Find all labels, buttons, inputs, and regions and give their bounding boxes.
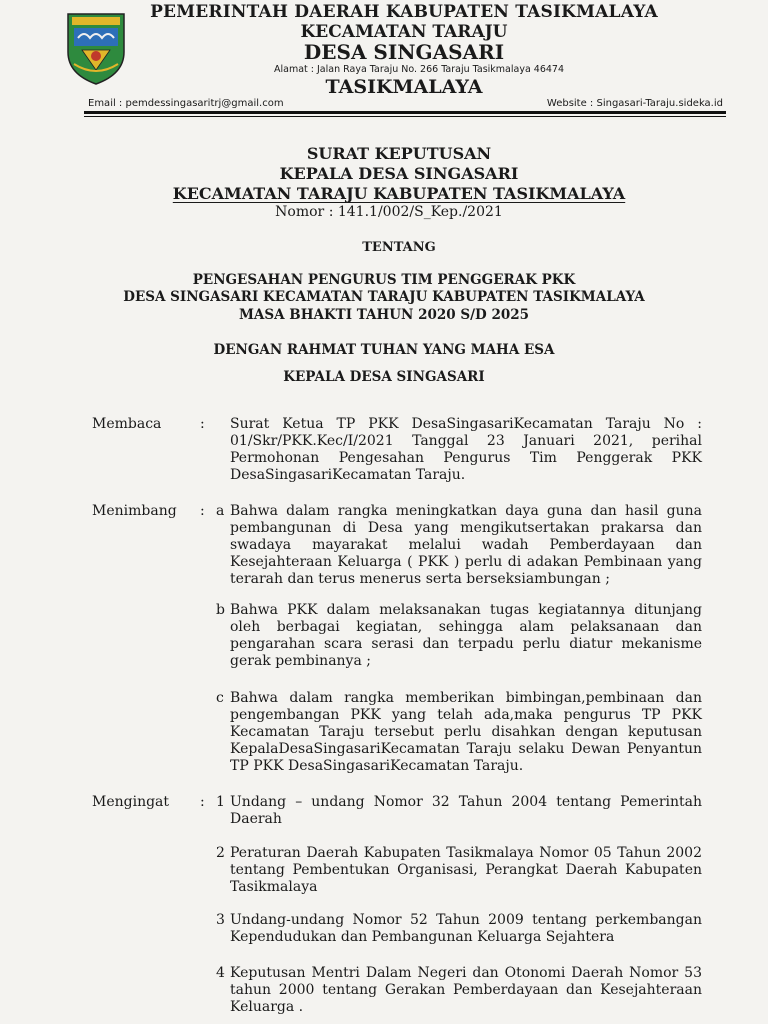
menimbang-item-b: Bahwa PKK dalam melaksanakan tugas kegiatannya ditunjang oleh berbagai kegiatan, sehingga alam pelaksanaan dan pengarahan scara serasi dan terpadu perlu diatur mekanisme gerak pembinanya ; bbox=[230, 602, 702, 669]
section-label-menimbang: Menimbang bbox=[92, 503, 177, 519]
doc-number: Nomor : 141.1/002/S_Kep./2021 bbox=[275, 204, 503, 220]
section-label-membaca: Membaca bbox=[92, 416, 162, 432]
doc-subject-line-3: MASA BHAKTI TAHUN 2020 S/D 2025 bbox=[238, 307, 530, 323]
menimbang-item-a: Bahwa dalam rangka meningkatkan daya guna dan hasil guna pembangunan di Desa yang mengikutsertakan prakarsa dan swadaya mayarakat melalui wadah Pemberdayaan dan Kesejahteraan Keluarga ( PKK ) perlu di adakan Pembinaan yang terarah dan terus menerus serta berseksiambungan ; bbox=[230, 503, 702, 587]
list-item-number: 4 bbox=[216, 965, 225, 981]
doc-subtitle-kepala: KEPALA DESA SINGASARI bbox=[279, 164, 519, 183]
header-desa: DESA SINGASARI bbox=[303, 40, 505, 64]
section-colon: : bbox=[200, 503, 205, 519]
list-item-letter: a bbox=[216, 503, 225, 519]
header-rule-thick bbox=[84, 111, 726, 114]
list-item-letter: c bbox=[216, 690, 224, 706]
list-item-letter: b bbox=[216, 602, 225, 618]
membaca-text: Surat Ketua TP PKK DesaSingasariKecamatan Taraju No : 01/Skr/PKK.Kec/I/2021 Tanggal 23 Januari 2021, perihal Permohonan Pengesahan Pengurus Tim Penggerak PKK DesaSingasariKecamatan Taraju. bbox=[230, 416, 702, 483]
doc-subject-line-2: DESA SINGASARI KECAMATAN TARAJU KABUPATEN TASIKMALAYA bbox=[123, 289, 645, 305]
list-item-number: 3 bbox=[216, 912, 225, 928]
header-kecamatan: KECAMATAN TARAJU bbox=[300, 22, 508, 42]
doc-tentang: TENTANG bbox=[362, 240, 436, 255]
header-government: PEMERINTAH DAERAH KABUPATEN TASIKMALAYA bbox=[150, 2, 658, 22]
doc-subject-line-1: PENGESAHAN PENGURUS TIM PENGGERAK PKK bbox=[192, 272, 576, 288]
header-city: TASIKMALAYA bbox=[325, 76, 483, 98]
list-item-number: 2 bbox=[216, 845, 225, 861]
doc-kepala-desa: KEPALA DESA SINGASARI bbox=[283, 369, 485, 385]
section-colon: : bbox=[200, 794, 205, 810]
doc-rahmat: DENGAN RAHMAT TUHAN YANG MAHA ESA bbox=[213, 342, 555, 358]
header-website: Website : Singasari-Taraju.sideka.id bbox=[546, 98, 723, 109]
list-item-number: 1 bbox=[216, 794, 225, 810]
header-email: Email : pemdessingasaritrj@gmail.com bbox=[88, 98, 284, 109]
section-label-mengingat: Mengingat bbox=[92, 794, 170, 810]
menimbang-item-c: Bahwa dalam rangka memberikan bimbingan,pembinaan dan pengembangan PKK yang telah ada,maka pengurus TP PKK Kecamatan Taraju tersebut perlu disahkan dengan keputusan KepalaDesaSingasariKecamatan Taraju selaku Dewan Penyantun TP PKK DesaSingasariKecamatan Taraju. bbox=[230, 690, 702, 774]
doc-title: SURAT KEPUTUSAN bbox=[306, 144, 492, 163]
mengingat-item-1: Undang – undang Nomor 32 Tahun 2004 tentang Pemerintah Daerah bbox=[230, 794, 702, 827]
section-colon: : bbox=[200, 416, 205, 432]
mengingat-item-3: Undang-undang Nomor 52 Tahun 2009 tentang perkembangan Kependudukan dan Pembangunan Keluarga Sejahtera bbox=[230, 912, 702, 945]
header-address: Alamat : Jalan Raya Taraju No. 266 Taraju Tasikmalaya 46474 bbox=[273, 64, 565, 75]
mengingat-item-2: Peraturan Daerah Kabupaten Tasikmalaya Nomor 05 Tahun 2002 tentang Pembentukan Organisasi, Perangkat Daerah Kabupaten Tasikmalaya bbox=[230, 845, 702, 895]
mengingat-item-4: Keputusan Mentri Dalam Negeri dan Otonomi Daerah Nomor 53 tahun 2000 tentang Gerakan Pemberdayaan dan Kesejahteraan Keluarga . bbox=[230, 965, 702, 1015]
header-rule-thin bbox=[84, 116, 726, 117]
doc-subtitle-kecamatan: KECAMATAN TARAJU KABUPATEN TASIKMALAYA bbox=[172, 184, 626, 203]
